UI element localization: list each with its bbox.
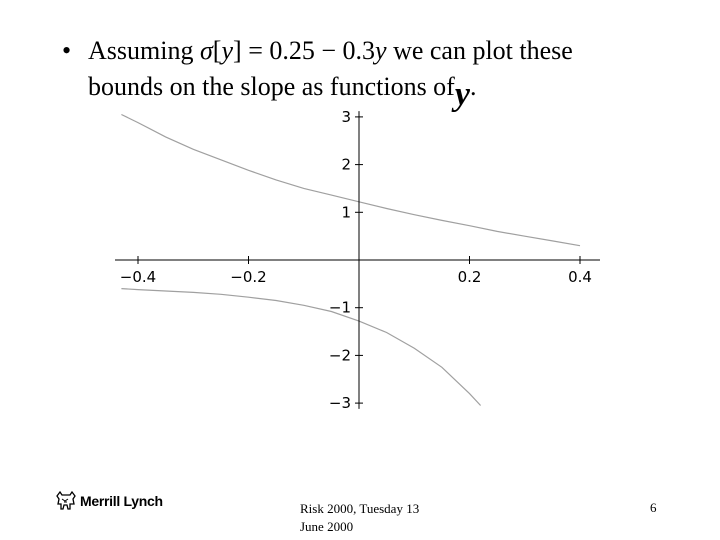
x-tick-label: −0.4 (119, 268, 157, 286)
text-plot: we can plot these (393, 36, 573, 65)
y-tick-label: 2 (341, 155, 351, 174)
bullet: • (62, 36, 72, 65)
formula-sigma: σ (199, 36, 213, 65)
x-tick-label: 0.2 (457, 268, 482, 286)
formula-close-bracket: ] (233, 36, 242, 65)
y-tick-label: −1 (328, 298, 351, 317)
variable-y: y (454, 76, 470, 113)
page-number: 6 (650, 500, 657, 515)
x-tick-label: −0.2 (230, 268, 267, 286)
y-tick-label: 3 (341, 107, 351, 126)
text-period: . (469, 72, 477, 101)
footer-line-2: June 2000 (300, 519, 354, 534)
x-tick-label: 0.4 (568, 268, 592, 286)
lower-bound-line (121, 289, 480, 406)
formula-y: y (221, 36, 234, 65)
formula-open-bracket: [ (212, 36, 222, 65)
formula-rhs-y: y (375, 36, 387, 65)
logo-text: Merrill Lynch (80, 493, 163, 509)
y-tick-label: 1 (341, 203, 351, 222)
footer-date (300, 500, 450, 536)
y-tick-label: −2 (328, 346, 351, 365)
text-bounds: bounds on the slope as functions of (88, 72, 455, 101)
formula-rhs: = 0.25 − 0.3 (248, 36, 376, 65)
upper-bound-line (121, 115, 580, 246)
bull-icon (55, 490, 77, 512)
merrill-lynch-logo (55, 488, 163, 514)
text-assuming: Assuming (88, 36, 194, 65)
footer-line-1: Risk 2000, Tuesday 13 (300, 501, 420, 516)
y-tick-label: −3 (328, 394, 351, 413)
